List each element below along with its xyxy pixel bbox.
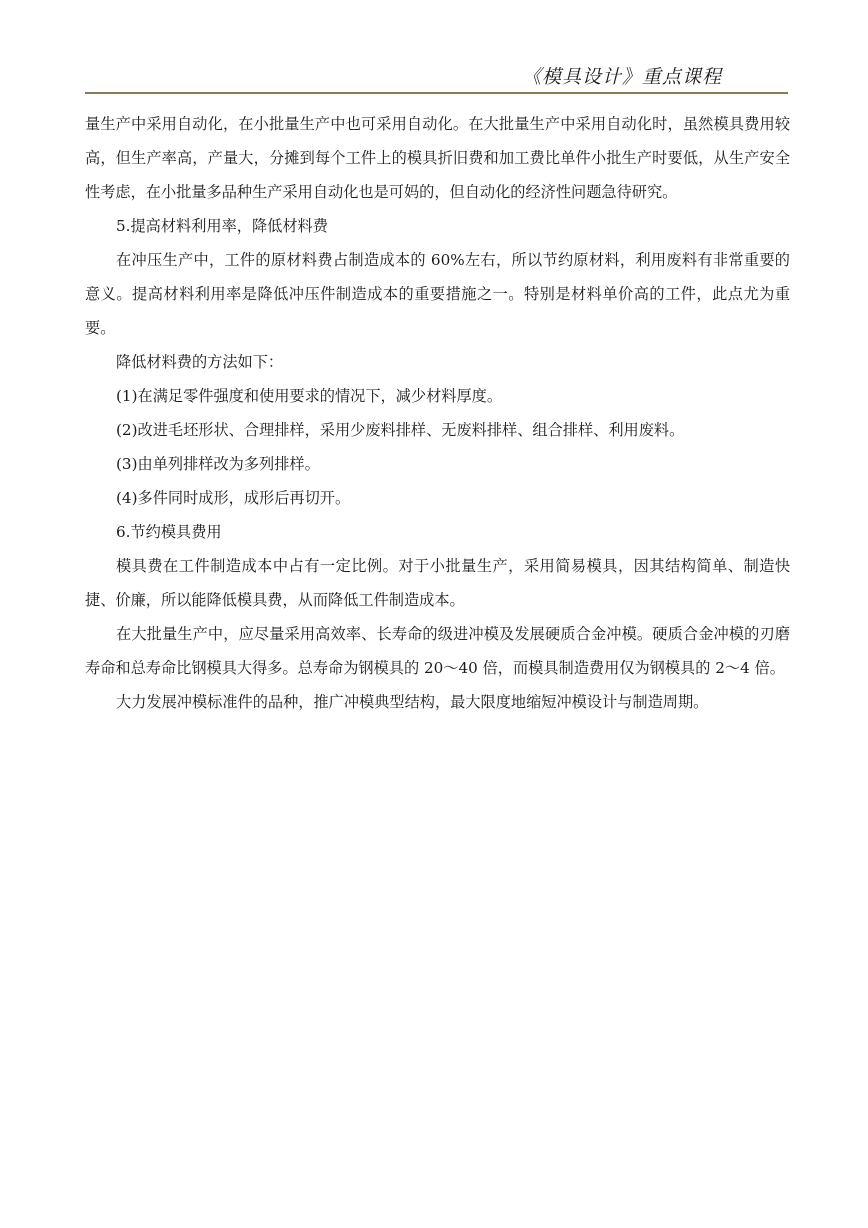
list-item-3: (3)由单列排样改为多列排样。 [116, 455, 320, 473]
section-heading-die-cost: 6.节约模具费用 [116, 523, 222, 541]
paragraph-die-cost: 模具费在工件制造成本中占有一定比例。对于小批量生产，采用简易模具，因其结构简单、制造快捷、价廉，所以能降低模具费，从而降低工件制造成本。 [85, 557, 790, 609]
header-title: 《模具设计》重点课程 [521, 66, 722, 88]
section-heading-material-cost: 5.提高材料利用率，降低材料费 [116, 217, 328, 235]
list-item-2: (2)改进毛坯形状、合理排样，采用少废料排样、无废料排样、组合排样、利用废料。 [116, 421, 685, 439]
list-item-4: (4)多件同时成形，成形后再切开。 [116, 489, 351, 507]
list-item-1: (1)在满足零件强度和使用要求的情况下，减少材料厚度。 [116, 387, 503, 405]
page-header [85, 60, 788, 94]
paragraph-mass-production: 在大批量生产中，应尽量采用高效率、长寿命的级进冲模及发展硬质合金冲模。硬质合金冲模的刃磨寿命和总寿命比钢模具大得多。总寿命为钢模具的 20～40 倍，而模具制造费用仅为钢模具的 2～4 倍。 [85, 625, 790, 677]
document-body [85, 107, 790, 719]
paragraph-material-cost: 在冲压生产中，工件的原材料费占制造成本的 60%左右，所以节约原材料，利用废料有非常重要的意义。提高材料利用率是降低冲压件制造成本的重要措施之一。特别是材料单价高的工件，此点尤为重要。 [85, 251, 790, 337]
paragraph-automation-continued: 量生产中采用自动化，在小批量生产中也可采用自动化。在大批量生产中采用自动化时，虽然模具费用较高，但生产率高，产量大，分摊到每个工件上的模具折旧费和加工费比单件小批生产时要低，从生产安全性考虑，在小批量多品种生产采用自动化也是可妈的，但自动化的经济性问题急待研究。 [85, 115, 790, 201]
paragraph-methods-intro: 降低材料费的方法如下： [116, 353, 284, 371]
paragraph-standard-parts: 大力发展冲模标准件的品种，推广冲模典型结构，最大限度地缩短冲模设计与制造周期。 [116, 693, 709, 711]
